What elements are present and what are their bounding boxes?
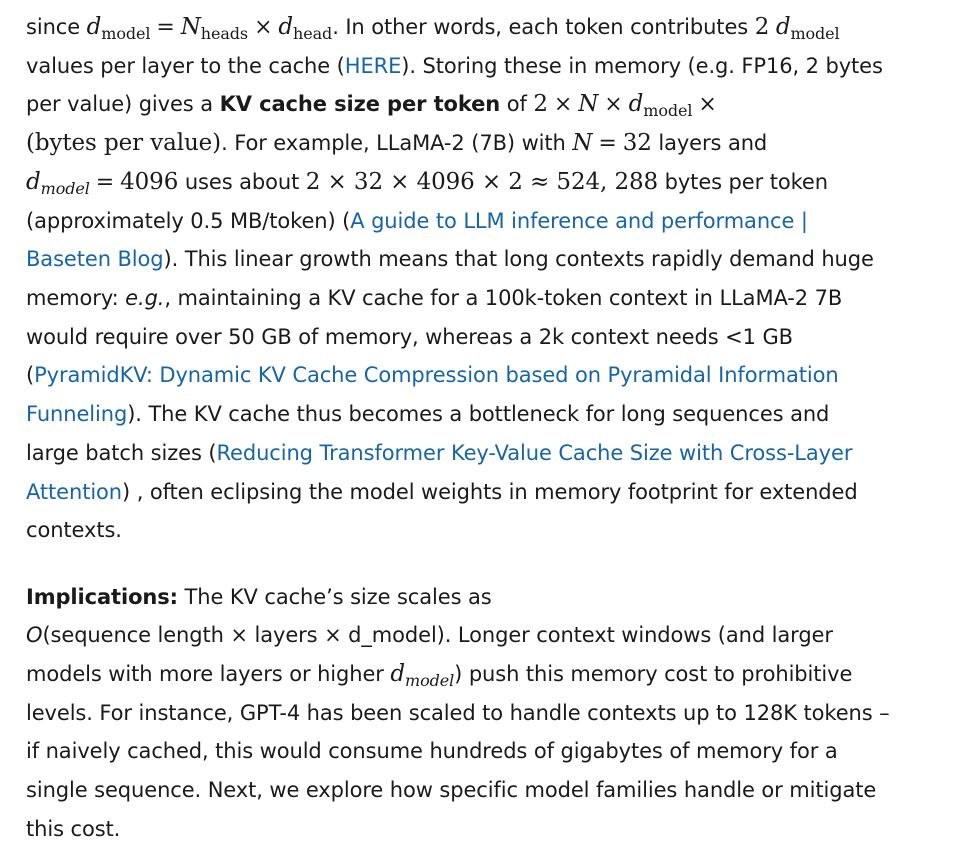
line-7: Baseten Blog). This linear growth means that long contexts rapidly demand huge [26, 247, 874, 271]
pyramidkv-link-cont[interactable]: Funneling [26, 402, 128, 426]
line-6: (approximately 0.5 MB/token) (A guide to LLM inference and performance | [26, 209, 808, 233]
line-8: memory: e.g., maintaining a KV cache for a 100k-token context in LLaMA-2 7B [26, 286, 843, 310]
implications-line-5: if naively cached, this would consume hundreds of gigabytes of memory for a [26, 739, 838, 763]
cross-layer-attention-link[interactable]: Reducing Transformer Key-Value Cache Size with Cross-Layer [216, 441, 853, 465]
implications-line-3: models with more layers or higher $d_{model}$) push this memory cost to prohibitive [26, 661, 853, 690]
implications-line-2: O(sequence length × layers × d_model). Longer context windows (and larger [26, 623, 833, 647]
line-11: Funneling). The KV cache thus becomes a bottleneck for long sequences and [26, 402, 830, 426]
line-3: per value) gives a KV cache size per token of $2 \times N \times d_{model}$ × [26, 91, 717, 120]
line-12: large batch sizes (Reducing Transformer Key-Value Cache Size with Cross-Layer [26, 441, 853, 465]
line-13: Attention) , often eclipsing the model weights in memory footprint for extended [26, 480, 858, 504]
here-link[interactable]: HERE [344, 54, 402, 78]
line-1: since $d_{model} = N_{heads} \times d_{head}$. In other words, each token contributes 2 $d_{model}$ [26, 14, 840, 43]
line-5: $d_{model} = 4096$ uses about 2 × 32 × 4096 × 2 ≈ 524, 288 bytes per token [26, 169, 828, 198]
line-14: contexts. [26, 518, 122, 542]
line-2: values per layer to the cache (HERE). Storing these in memory (e.g. FP16, 2 bytes [26, 54, 883, 78]
implications-line-1: Implications: The KV cache’s size scales as [26, 585, 492, 609]
line-4: (bytes per value). For example, LLaMA-2 (7B) with N = 32 layers and [26, 130, 768, 156]
pyramidkv-link[interactable]: PyramidKV: Dynamic KV Cache Compression based on Pyramidal Information [34, 363, 839, 387]
baseten-blog-link[interactable]: Baseten Blog [26, 247, 164, 271]
implications-line-7: this cost. [26, 817, 121, 841]
line-9: would require over 50 GB of memory, whereas a 2k context needs <1 GB [26, 325, 793, 349]
line-10: (PyramidKV: Dynamic KV Cache Compression based on Pyramidal Information [26, 363, 839, 387]
implications-line-6: single sequence. Next, we explore how specific model families handle or mitigate [26, 778, 877, 802]
cross-layer-attention-link-cont[interactable]: Attention [26, 480, 123, 504]
baseten-guide-link[interactable]: A guide to LLM inference and performance | [350, 209, 808, 233]
implications-line-4: levels. For instance, GPT-4 has been scaled to handle contexts up to 128K tokens – [26, 701, 890, 725]
